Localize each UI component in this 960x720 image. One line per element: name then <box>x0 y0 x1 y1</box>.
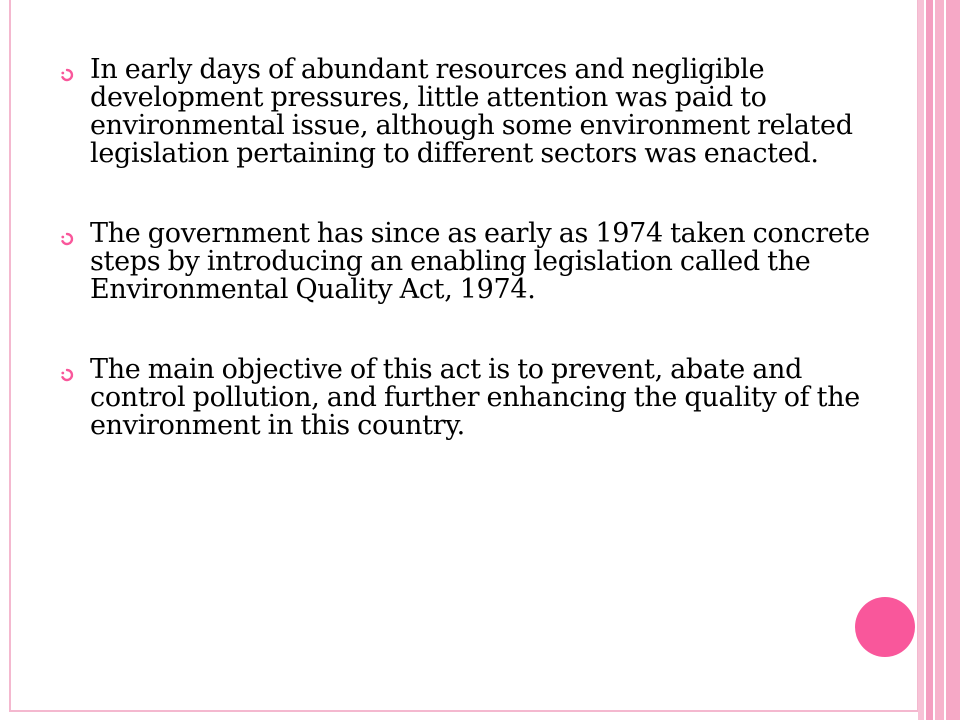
bullet-item <box>60 56 900 168</box>
stripe <box>926 0 933 720</box>
bullet-marker-icon <box>60 220 90 246</box>
accent-circle <box>855 597 915 657</box>
decorative-stripes <box>918 0 960 720</box>
bullet-text: In early days of abundant resources and negligible development pressures, little attention was paid to environmental issue, although some environment related legislation pertaining to different sectors was enacted. <box>90 54 853 169</box>
stripe <box>946 0 960 720</box>
bullet-text: The government has since as early as 1974 taken concrete steps by introducing an enabling legislation called the Environmental Quality Act, 1974. <box>90 218 870 305</box>
bullet-text: The main objective of this act is to prevent, abate and control pollution, and further enhancing the quality of the environment in this country. <box>90 354 860 441</box>
stripe <box>935 0 944 720</box>
bullet-list <box>60 56 900 492</box>
bullet-marker-icon <box>60 56 90 82</box>
bullet-item <box>60 356 900 440</box>
bullet-item <box>60 220 900 304</box>
bullet-marker-icon <box>60 356 90 382</box>
